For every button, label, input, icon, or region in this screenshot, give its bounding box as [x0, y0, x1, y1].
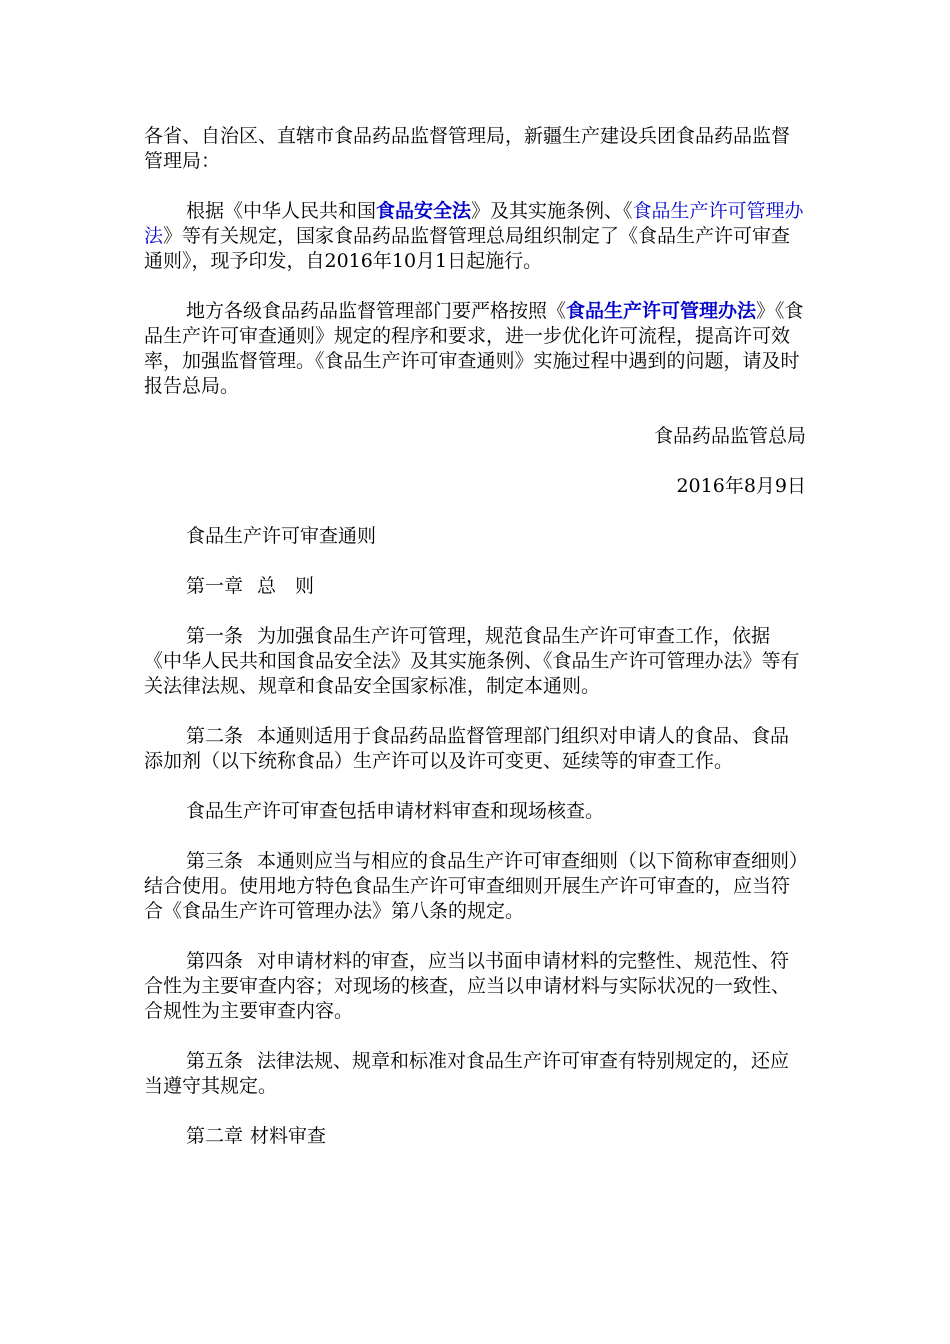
- article-label: 第二条: [186, 725, 244, 747]
- article-text: 法律法规、规章和标准对食品生产许可审查有特别规定的，还应当遵守其规定。: [144, 1050, 790, 1097]
- chapter-title: 总 则: [257, 575, 315, 597]
- link-food-production-license-measures-2[interactable]: 食品生产许可管理办法: [566, 300, 757, 322]
- article-3: [144, 849, 806, 924]
- date: 2016年8月9日: [676, 475, 806, 497]
- doc-title: 食品生产许可审查通则: [186, 525, 377, 547]
- article-text: 本通则应当与相应的食品生产许可审查细则（以下简称审查细则）结合使用。使用地方特色食品生产许可审查细则开展生产许可审查的，应当符合《食品生产许可管理办法》第八条的规定。: [144, 850, 799, 922]
- link-food-safety-law[interactable]: 食品安全法: [376, 200, 472, 222]
- text: 》及其实施条例、《: [471, 200, 633, 222]
- text: 根据《中华人民共和国: [186, 200, 377, 222]
- article-label: 第四条: [186, 950, 244, 972]
- document-body: [144, 124, 806, 1149]
- link-food-production-license-measures[interactable]: 食品生产许可管理办法: [144, 200, 804, 247]
- article-2: [144, 724, 806, 774]
- article-label: 第五条: [186, 1050, 244, 1072]
- chapter-heading-1: [144, 574, 806, 599]
- article-text: 本通则适用于食品药品监督管理部门组织对申请人的食品、食品添加剂（以下统称食品）生产许可以及许可变更、延续等的审查工作。: [144, 725, 790, 772]
- signature: 食品药品监管总局: [653, 425, 806, 447]
- article-text: 为加强食品生产许可管理，规范食品生产许可审查工作，依据《中华人民共和国食品安全法》及其实施条例、《食品生产许可管理办法》等有关法律法规、规章和食品安全国家标准，制定本通则。: [144, 625, 800, 697]
- article-text: 对申请材料的审查，应当以书面申请材料的完整性、规范性、符合性为主要审查内容；对现场的核查，应当以申请材料与实际状况的一致性、合规性为主要审查内容。: [144, 950, 791, 1022]
- text: 》《食品生产许可审查通则》规定的程序和要求，进一步优化许可流程，提高许可效率，加强监督管理。《食品生产许可审查通则》实施过程中遇到的问题，请及时报告总局。: [144, 300, 804, 397]
- chapter-heading-2: [144, 1124, 806, 1149]
- chapter-label: 第一章: [186, 575, 244, 597]
- article-1: [144, 624, 806, 699]
- salutation: 各省、自治区、直辖市食品药品监督管理局，新疆生产建设兵团食品药品监督管理局：: [144, 125, 791, 172]
- article-label: 第一条: [186, 625, 244, 647]
- chapter-label: 第二章: [186, 1125, 244, 1147]
- text: 》等有关规定，国家食品药品监督管理总局组织制定了《食品生产许可审查通则》，现予印发，自2016年10月1日起施行。: [144, 225, 791, 272]
- chapter-title: 材料审查: [250, 1125, 327, 1147]
- article-2-extra: 食品生产许可审查包括申请材料审查和现场核查。: [186, 800, 605, 822]
- article-5: [144, 1049, 806, 1099]
- paragraph-issuance: [144, 199, 806, 274]
- article-4: [144, 949, 806, 1024]
- paragraph-requirements: [144, 299, 806, 399]
- article-label: 第三条: [186, 850, 244, 872]
- text: 地方各级食品药品监督管理部门要严格按照《: [186, 300, 567, 322]
